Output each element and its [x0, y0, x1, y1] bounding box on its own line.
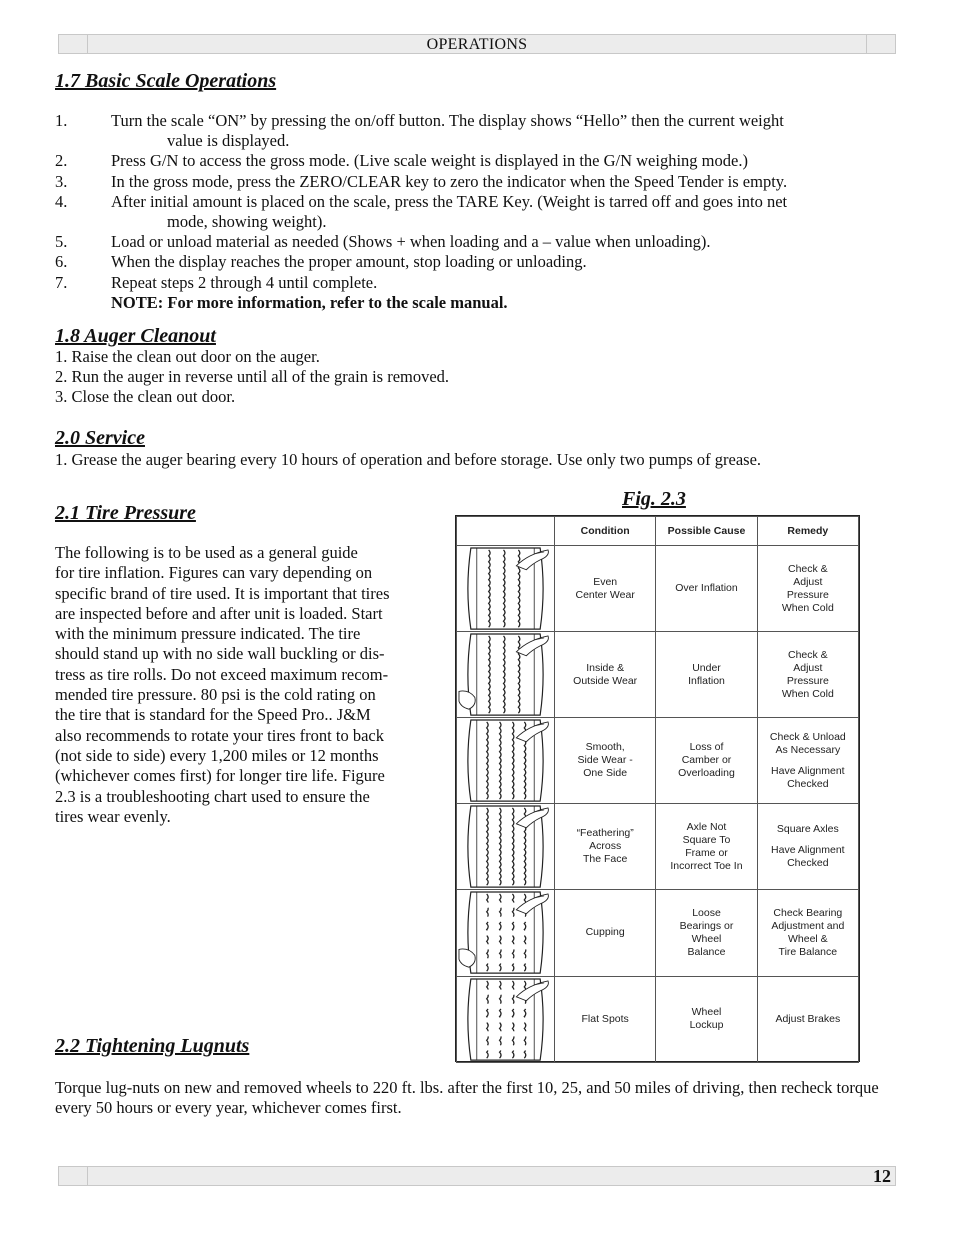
remedy-cell-line: Checked [787, 777, 829, 790]
remedy-cell-line [762, 836, 854, 844]
tire-wear-row [457, 632, 859, 718]
condition-cell-line: “Feathering” [576, 827, 634, 840]
section-heading-tire-pressure: 2.1 Tire Pressure [55, 502, 196, 524]
tire-paragraph-line: also recommends to rotate your tires front to back [55, 725, 384, 745]
step-number: 3. [55, 171, 68, 191]
cause-cell-line: Lockup [689, 1019, 724, 1032]
scale-step [55, 151, 895, 171]
remedy-cell [757, 890, 858, 976]
tire-paragraph-line: with the minimum pressure indicated. The tire [55, 624, 361, 644]
scale-note-row [55, 293, 895, 313]
tire-paragraph-line: (not side to side) every 1,200 miles or 12 months [55, 745, 379, 765]
cause-cell-line: Incorrect Toe In [670, 859, 743, 872]
header-blank-cell [457, 517, 555, 546]
tire-wear-table [456, 516, 859, 1063]
condition-cell-line: Smooth, [585, 741, 625, 754]
cupping-tire-icon [457, 890, 555, 976]
remedy-cell-line: As Necessary [775, 743, 841, 756]
condition-cell-line: Outside Wear [573, 674, 638, 687]
step-text: When the display reaches the proper amount, stop loading or unloading. [111, 252, 587, 272]
condition-cell-line: One Side [583, 767, 628, 780]
remedy-cell [757, 804, 858, 890]
remedy-cell-line: Check & [787, 648, 828, 661]
tire-wear-row [457, 546, 859, 632]
auger-step: 2. Run the auger in reverse until all of the grain is removed. [55, 367, 450, 386]
tire-wear-row [457, 804, 859, 890]
cause-cell-line: Axle Not [686, 820, 727, 833]
cause-cell-line: Loss of [689, 741, 724, 754]
cause-cell [656, 976, 757, 1062]
side-wear-tire-icon [457, 718, 555, 804]
step-text: Repeat steps 2 through 4 until complete. [111, 272, 378, 292]
step-text: After initial amount is placed on the scale, press the TARE Key. (Weight is tarred off and goes into net [111, 191, 788, 211]
scale-operations-steps [55, 111, 895, 313]
remedy-cell-line: Check & [787, 562, 828, 575]
section-heading-service: 2.0 Service [55, 427, 145, 449]
step-text: In the gross mode, press the ZERO/CLEAR key to zero the indicator when the Speed Tender is empty. [111, 171, 788, 191]
flat-spots-tire-icon [457, 976, 555, 1062]
cause-cell-line: Wheel [691, 1006, 722, 1019]
remedy-cell-line: Wheel & [787, 932, 828, 945]
footer-bar [58, 1166, 896, 1186]
scale-manual-note: NOTE: For more information, refer to the scale manual. [111, 292, 508, 312]
cause-cell [656, 546, 757, 632]
tire-wear-chart [455, 515, 860, 1062]
condition-cell-line: The Face [582, 853, 628, 866]
step-number: 5. [55, 232, 68, 252]
step-text: Load or unload material as needed (Shows + when loading and a – value when unloading). [111, 232, 711, 252]
remedy-cell-line: Pressure [786, 674, 829, 687]
tire-paragraph-line: specific brand of tire used. It is important that tires [55, 583, 390, 603]
tire-paragraph-line: mended tire pressure. 80 psi is the cold rating on [55, 685, 376, 705]
step-text: Turn the scale “ON” by pressing the on/off button. The display shows “Hello” then the current weight [111, 111, 784, 130]
scale-step [55, 111, 895, 151]
footer-bar-left-cap [59, 1167, 88, 1185]
cause-cell [656, 718, 757, 804]
remedy-cell-line: Adjust [793, 575, 823, 588]
tire-wear-row [457, 976, 859, 1062]
step-text-continued: mode, showing weight). [167, 212, 327, 232]
tire-wear-row [457, 718, 859, 804]
remedy-cell-line: When Cold [781, 601, 834, 614]
remedy-cell [757, 632, 858, 718]
scale-step [55, 273, 895, 293]
condition-cell [555, 718, 656, 804]
tire-paragraph-line: are inspected before and after unit is loaded. Start [55, 603, 383, 623]
cause-cell-line: Under [692, 661, 721, 674]
header-title: OPERATIONS [426, 36, 528, 53]
figure-title: Fig. 2.3 [622, 488, 686, 510]
cause-cell-line: Frame or [685, 846, 728, 859]
condition-cell-line: Across [589, 840, 622, 853]
condition-cell-line: Even [593, 575, 618, 588]
cause-cell [656, 632, 757, 718]
condition-cell [555, 804, 656, 890]
header-condition: Condition [555, 517, 656, 546]
even-center-wear-tire-icon [457, 546, 555, 632]
auger-step: 1. Raise the clean out door on the auger. [55, 347, 320, 366]
cause-cell [656, 890, 757, 976]
page-number: 12 [873, 1166, 891, 1186]
cause-cell-line: Over Inflation [675, 582, 738, 595]
condition-cell-line: Center Wear [575, 588, 635, 601]
tire-wear-row [457, 890, 859, 976]
tire-paragraph-line: the tire that is standard for the Speed Pro.. J&M [55, 705, 371, 725]
step-text-continued: value is displayed. [167, 131, 290, 151]
section-heading-auger-cleanout: 1.8 Auger Cleanout [55, 325, 216, 347]
remedy-cell [757, 718, 858, 804]
step-number: 1. [55, 111, 68, 130]
header-bar-right-cap [866, 35, 895, 53]
step-number: 6. [55, 252, 68, 272]
header-bar [58, 34, 896, 54]
remedy-cell-line: Square Axles [776, 823, 839, 836]
cause-cell-line: Inflation [688, 674, 725, 687]
condition-cell [555, 632, 656, 718]
cause-cell-line: Square To [682, 833, 731, 846]
remedy-cell-line: When Cold [781, 687, 834, 700]
condition-cell-line: Flat Spots [581, 1012, 629, 1025]
step-text: Press G/N to access the gross mode. (Live scale weight is displayed in the G/N weighing mode.) [111, 151, 748, 171]
tire-paragraph-line: tires wear evenly. [55, 806, 171, 826]
step-number: 7. [55, 272, 68, 292]
cause-cell-line: Bearings or [679, 919, 734, 932]
condition-cell-line: Side Wear - [577, 754, 633, 767]
header-remedy: Remedy [757, 517, 858, 546]
step-number: 4. [55, 191, 68, 211]
cause-cell-line: Wheel [691, 932, 722, 945]
tire-paragraph-line: should stand up with no side wall buckling or dis- [55, 644, 385, 664]
remedy-cell-line: Have Alignment [771, 844, 845, 857]
lugnuts-paragraph: Torque lug-nuts on new and removed wheels to 220 ft. lbs. after the first 10, 25, and 50 miles of driving, then recheck torque every 50 hours or every year, whichever comes first. [55, 1078, 879, 1118]
cause-cell [656, 804, 757, 890]
tire-wear-table-header [457, 517, 859, 546]
condition-cell-line: Inside & [586, 661, 625, 674]
tire-pressure-paragraph [55, 543, 440, 827]
condition-cell [555, 976, 656, 1062]
condition-cell [555, 890, 656, 976]
remedy-cell-line [762, 757, 854, 765]
auger-cleanout-steps [55, 347, 449, 407]
cause-cell-line: Camber or [681, 754, 732, 767]
cause-cell-line: Balance [687, 945, 726, 958]
remedy-cell-line: Check Bearing [773, 906, 843, 919]
remedy-cell-line: Tire Balance [778, 945, 838, 958]
feathering-tire-icon [457, 804, 555, 890]
condition-cell [555, 546, 656, 632]
tire-paragraph-line: tress as tire rolls. Do not exceed maximum recom- [55, 664, 389, 684]
remedy-cell [757, 976, 858, 1062]
tire-paragraph-line: 2.3 is a troubleshooting chart used to ensure the [55, 786, 370, 806]
auger-step: 3. Close the clean out door. [55, 387, 236, 406]
scale-step [55, 232, 895, 252]
header-possible-cause: Possible Cause [656, 517, 757, 546]
tire-paragraph-line: The following is to be used as a general guide [55, 543, 358, 562]
section-heading-basic-scale-operations: 1.7 Basic Scale Operations [55, 70, 277, 92]
remedy-cell [757, 546, 858, 632]
remedy-cell-line: Adjust [793, 661, 823, 674]
remedy-cell-line: Check & Unload [769, 730, 846, 743]
remedy-cell-line: Adjustment and [771, 919, 845, 932]
tire-paragraph-line: (whichever comes first) for longer tire life. Figure [55, 766, 385, 786]
cause-cell-line: Loose [692, 906, 721, 919]
section-heading-tightening-lugnuts: 2.2 Tightening Lugnuts [55, 1035, 250, 1057]
scale-step [55, 252, 895, 272]
remedy-cell-line: Adjust Brakes [775, 1012, 841, 1025]
remedy-cell-line: Checked [787, 857, 829, 870]
cause-cell-line: Overloading [678, 767, 735, 780]
condition-cell-line: Cupping [585, 926, 625, 939]
step-number: 2. [55, 151, 68, 171]
scale-step [55, 172, 895, 192]
tire-paragraph-line: for tire inflation. Figures can vary depending on [55, 563, 373, 583]
scale-step [55, 192, 895, 232]
inside-outside-wear-tire-icon [457, 632, 555, 718]
remedy-cell-line: Pressure [786, 588, 829, 601]
service-text: 1. Grease the auger bearing every 10 hours of operation and before storage. Use only two pumps of grease. [55, 450, 762, 469]
remedy-cell-line: Have Alignment [771, 764, 845, 777]
